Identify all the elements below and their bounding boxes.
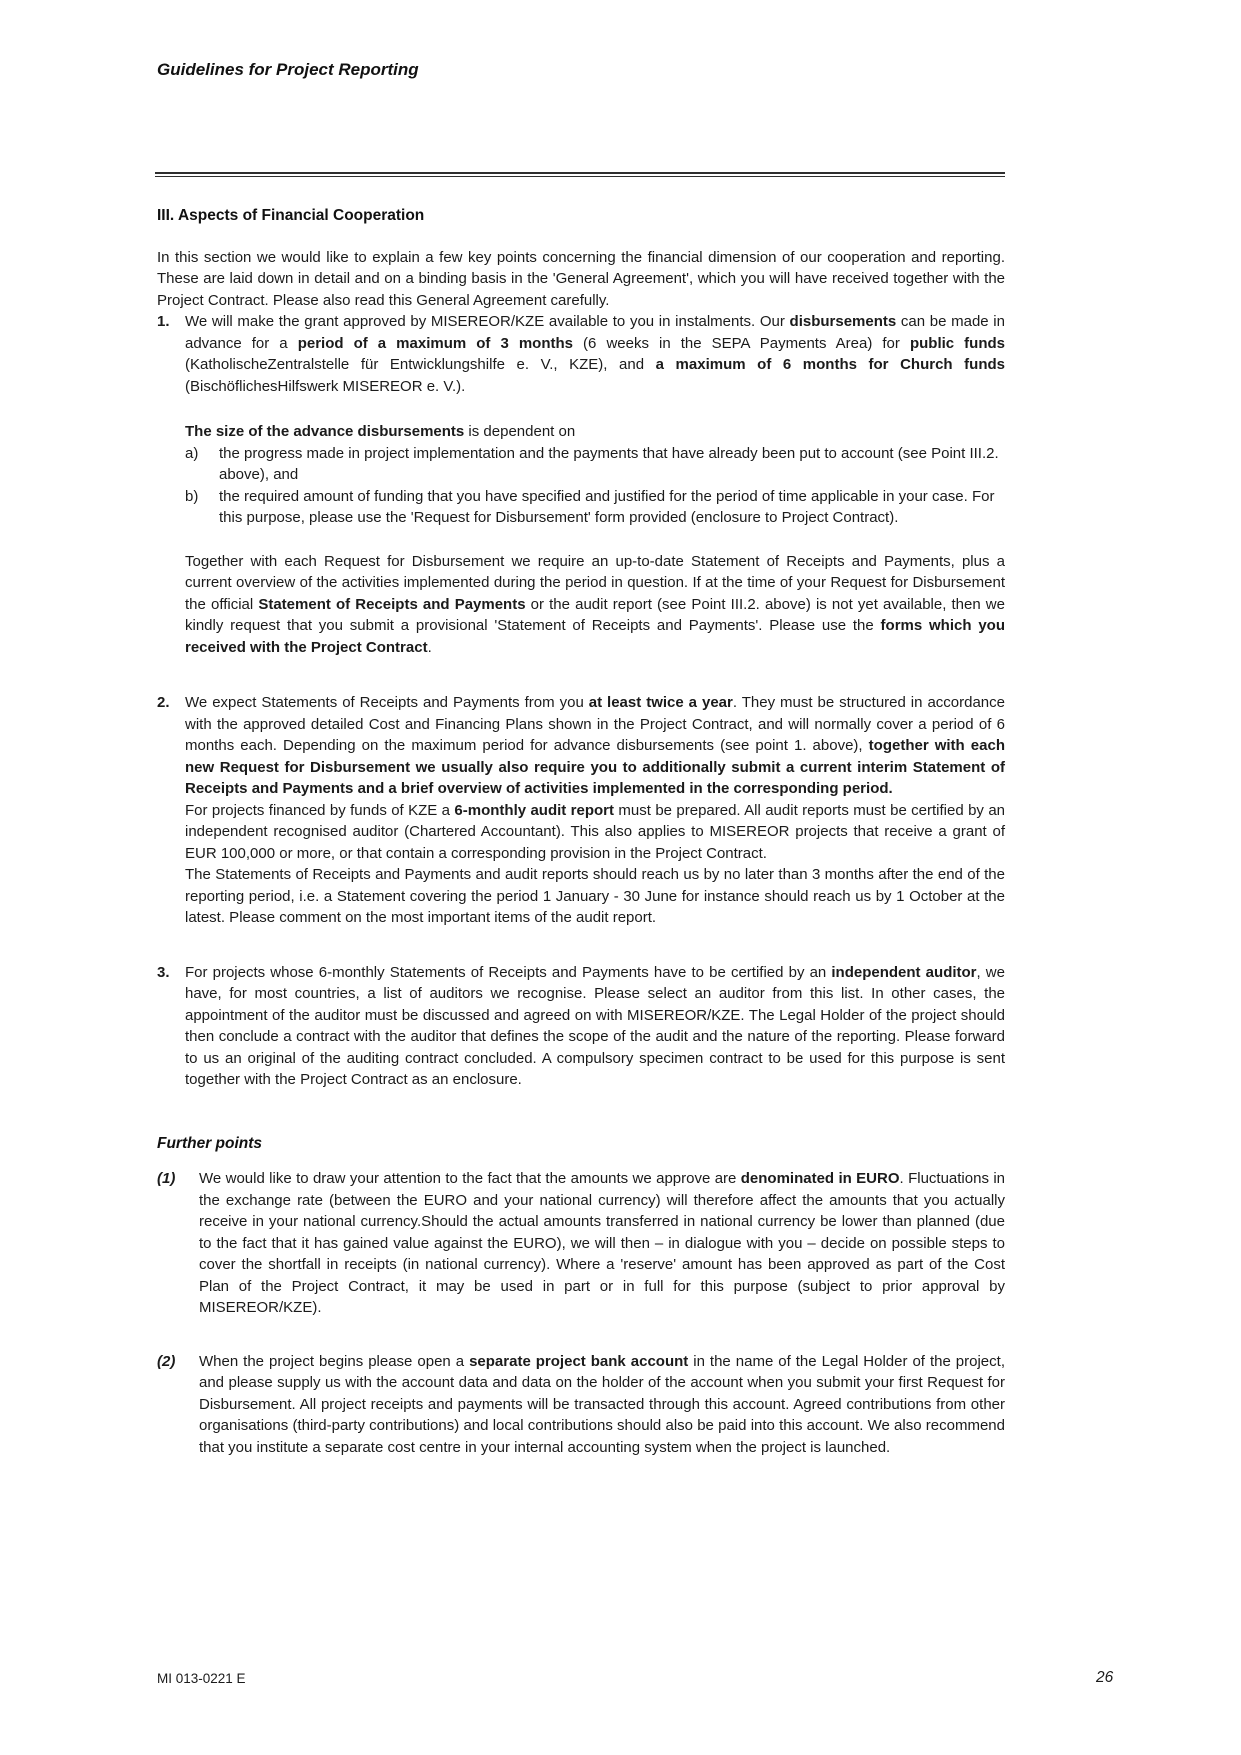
list-item-3-body [185,962,1005,1091]
sub-item-b-marker: b) [185,487,199,505]
list-item-3 [157,962,1005,1091]
further-points-heading: Further points [157,1134,263,1152]
further-point-2-text: When the project begins please open a separate project bank account in the name of the Legal Holder of the project, and please supply us with the account data and data on the holder of the account when you submit your first Request for Disbursement. All project receipts and payments will be transacted through this account. Agreed contributions from other organisations (third-party contributions) and local contributions should also be paid into this account. We also recommend that you institute a separate cost centre in your internal accounting system when the project is launched. [199,1352,1005,1456]
list-item-2-paragraph: We expect Statements of Receipts and Payments from you at least twice a year. They must be structured in accordance with the approved detailed Cost and Financing Plans shown in the Project Contract, and will normally cover a period of 6 months each. Depending on the maximum period for advance disbursements (see point 1. above), together with each new Request for Disbursement we usually also require you to additionally submit a current interim Statement of Receipts and Payments and a brief overview of activities implemented in the corresponding period. [185,694,1005,797]
list-item-1 [157,311,1005,658]
list-item-1-body [185,311,1005,658]
sub-item-a-marker: a) [185,444,199,462]
intro-paragraph: In this section we would like to explain a few key points concerning the financial dimension of our cooperation and reporting. These are laid down in detail and on a binding basis in the 'General Agreement', which you will have received together with the Project Contract. Please also read this General Agreement carefully. [157,248,1005,309]
header-divider [155,172,1005,177]
further-point-1 [157,1168,1005,1319]
reporting-deadline-paragraph: The Statements of Receipts and Payments and audit reports should reach us by no later than 3 months after the end of the reporting period, i.e. a Statement covering the period 1 January - 30 June for instance should reach us by 1 October at the latest. Please comment on the most important items of the audit report. [185,866,1005,926]
further-point-1-marker: (1) [157,1170,176,1187]
further-point-2 [157,1351,1005,1459]
list-item-2-body [185,692,1005,962]
sub-item-a-text: the progress made in project implementation and the payments that have already been put to account (see Point III.2. above), and [219,444,999,483]
list-item-1-number: 1. [157,313,170,330]
list-item-3-paragraph: For projects whose 6-monthly Statements of Receipts and Payments have to be certified by an independent auditor, we have, for most countries, a list of auditors we recognise. Please select an auditor from this list. In other cases, the appointment of the auditor must be discussed and agreed on with MISEREOR/KZE. The Legal Holder of the project should then conclude a contract with the auditor that defines the scope of the audit and the nature of the reporting. Please forward to us an original of the auditing contract concluded. A compulsory specimen contract to be used for this purpose is sent together with the Project Contract as an enclosure. [185,963,1005,1088]
document-body [157,205,1005,1458]
list-item-1-paragraph: We will make the grant approved by MISEREOR/KZE available to you in instalments. Our disbursements can be made in advance for a period of a maximum of 3 months (6 weeks in the SEPA Payments Area) for public funds (KatholischeZentralstelle für Entwicklungshilfe e. V., KZE), and a maximum of 6 months for Church funds (BischöflichesHilfswerk MISEREOR e. V.). [185,313,1005,395]
audit-report-block [185,800,1005,929]
further-point-2-marker: (2) [157,1352,176,1370]
sub-item-a [185,443,1005,486]
footer-page-number: 26 [1096,1669,1114,1686]
further-point-1-text: We would like to draw your attention to the fact that the amounts we approve are denominated in EURO. Fluctuations in the exchange rate (between the EURO and your national currency) will therefore affect the amounts that you actually receive in your national currency.Should the actual amounts transferred in national currency be lower than planned (due to the fact that it has gained value against the EURO), we will then – in dialogue with you – decide on possible steps to cover the shortfall in receipts (in national currency). Where a 'reserve' amount has been approved as part of the Cost Plan of the Project Contract, it may be used in part or in full for this purpose (subject to prior approval by MISEREOR/KZE). [199,1170,1006,1316]
list-item-2-number: 2. [157,694,170,711]
together-with-request-paragraph: Together with each Request for Disbursement we require an up-to-date Statement of Receipts and Payments, plus a current overview of the activities implemented during the period in question. If at the time of your Request for Disbursement the official Statement of Receipts and Payments or the audit report (see Point III.2. above) is not yet available, then we kindly request that you submit a provisional 'Statement of Receipts and Payments'. Please use the forms which you received with the Project Contract. [185,552,1005,656]
list-item-3-number: 3. [157,963,170,981]
audit-report-paragraph: For projects financed by funds of KZE a 6-monthly audit report must be prepared. All audit reports must be certified by an independent recognised auditor (Chartered Accountant). This also applies to MISEREOR projects that receive a grant of EUR 100,000 or more, or that contain a corresponding provision in the Project Contract. [185,801,1005,862]
spacer [185,397,1005,421]
spacer [185,529,1005,551]
sub-item-b-text: the required amount of funding that you have specified and justified for the period of time applicable in your case. For this purpose, please use the 'Request for Disbursement' form provided (enclosure to Project Contract). [219,487,995,526]
list-item-2 [157,692,1005,962]
advance-size-heading: The size of the advance disbursements is dependent on [185,423,576,440]
sub-item-b [185,486,1005,529]
section-heading: III. Aspects of Financial Cooperation [157,207,425,224]
footer-document-id: MI 013-0221 E [157,1671,246,1686]
document-title: Guidelines for Project Reporting [157,60,419,79]
